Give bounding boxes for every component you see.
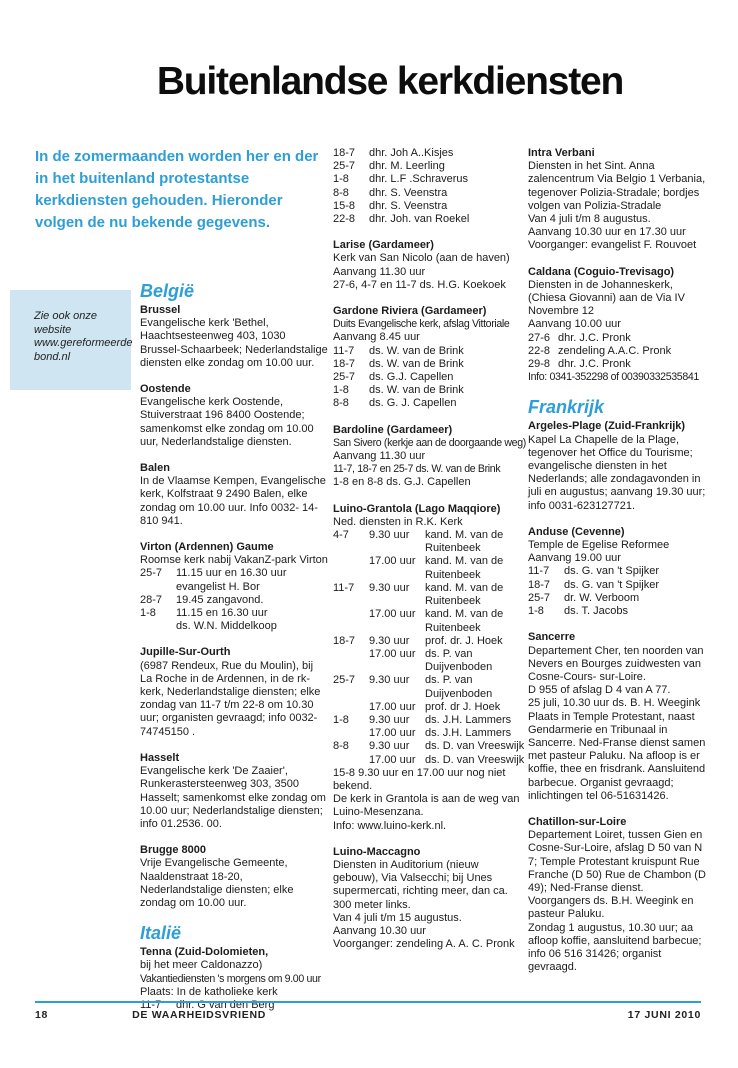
service-date: 1-8	[333, 173, 349, 186]
country-heading-frankrijk: Frankrijk	[528, 397, 605, 418]
column-1	[140, 281, 328, 1025]
schedule-row	[333, 555, 525, 581]
service-date: 8-8	[333, 186, 349, 199]
section-body: 25 juli, 10.30 uur ds. B. H. Weegink	[528, 697, 701, 710]
section-body: 1-8 en 8-8 ds. G.J. Capellen	[333, 476, 471, 489]
schedule-row	[528, 565, 712, 578]
service-time: 17.00 uur	[369, 647, 416, 660]
schedule-row	[333, 701, 525, 714]
service-date	[333, 608, 369, 634]
section-caldana	[528, 266, 712, 385]
service-detail: ds. G. van 't Spijker	[564, 565, 660, 578]
service-date: 15-8	[333, 199, 356, 212]
schedule-row	[333, 727, 525, 740]
schedule-row	[528, 579, 712, 592]
section-body: Van 4 juli t/m 15 augustus.	[333, 911, 462, 924]
service-date: 22-8	[528, 344, 551, 357]
section-note: Info: www.luino-kerk.nl.	[333, 819, 447, 832]
service-minister: ds. D. van Vreeswijk	[425, 753, 525, 766]
section-balen	[140, 462, 328, 528]
schedule-row	[333, 635, 525, 648]
website-note-line: Zie ook onze website	[34, 310, 97, 336]
service-detail: ds. G. van 't Spijker	[564, 578, 660, 591]
service-time: 9.30 uur	[369, 713, 410, 726]
service-minister: ds. J.H. Lammers	[425, 713, 512, 726]
service-time: 17.00 uur	[369, 700, 416, 713]
service-date: 1-8	[528, 605, 544, 618]
footer-publication-name: DE WAARHEIDSVRIEND	[132, 1009, 267, 1021]
schedule-row	[140, 581, 328, 594]
section-body: Aanvang 19.00 uur	[528, 552, 621, 565]
service-detail: ds. G.J. Capellen	[369, 371, 454, 384]
service-date	[333, 727, 369, 740]
section-body: Voorganger: evangelist F. Rouvoet	[528, 239, 697, 252]
section-body: Van 4 juli t/m 8 augustus.	[528, 213, 651, 226]
section-body: Departement Loiret, tussen Gien en Cosne-Sur-Loire, afslag D 50 van N 7; Temple Protestant kruispunt Rue Franche (D 50) Rue de Chambon (D 49); Ned-Franse dienst.	[528, 829, 706, 894]
section-body: Kerk van San Nicolo (aan de haven)	[333, 252, 510, 265]
schedule-row	[528, 605, 712, 618]
section-title: Bardoline (Gardameer)	[333, 423, 453, 436]
intro-text: In de zomermaanden worden her en der in het buitenland protestantse kerkdiensten gehouden. Hieronder volgen de nu bekende gegevens.	[35, 148, 319, 231]
section-title: Brussel	[140, 304, 181, 316]
section-title: Virton (Ardennen) Gaume	[140, 541, 274, 554]
section-anduse	[528, 526, 712, 618]
service-minister: prof. dr. J. Hoek	[425, 634, 503, 647]
section-hasselt	[140, 752, 328, 831]
section-title: Tenna (Zuid-Dolomieten,	[140, 946, 269, 959]
service-minister: ds. J.H. Lammers	[425, 727, 512, 740]
service-detail: dhr. Joh A..Kisjes	[369, 147, 454, 159]
website-note-line: bond.nl	[34, 350, 71, 363]
service-date: 25-7	[333, 160, 356, 173]
schedule-row	[333, 213, 525, 226]
section-body: Aanvang 8.45 uur	[333, 331, 420, 344]
section-body: Voorganger: zendeling A. A. C. Pronk	[333, 938, 515, 951]
service-detail: dhr. L.F .Schraverus	[369, 173, 469, 186]
service-detail: ds. T. Jacobs	[564, 605, 628, 618]
service-time: 17.00 uur	[369, 555, 416, 568]
schedule-row	[528, 592, 712, 605]
section-body: Zondag 1 augustus, 10.30 uur; aa afloop koffie, aansluitend barbecue; info 06 516 31426; organist gevraagd.	[528, 921, 702, 974]
section-brugge	[140, 844, 328, 910]
section-subtitle: bij het meer Caldonazzo)	[140, 959, 263, 972]
section-title: Jupille-Sur-Ourth	[140, 646, 231, 659]
service-minister: kand. M. van de Ruitenbeek	[425, 555, 504, 581]
service-detail: dhr. Joh. van Roekel	[369, 213, 470, 226]
schedule-row	[333, 648, 525, 674]
service-date: 8-8	[333, 397, 349, 410]
service-time: 9.30 uur	[369, 581, 410, 594]
schedule-row	[333, 714, 525, 727]
section-body: Evangelische kerk 'De Zaaier', Runkerastersteenweg 303, 3500 Hasselt; samenkomst elke zondag om 10.00 uur; Nederlandstalige diensten; info 01.2536. 00.	[140, 765, 326, 830]
section-title: Oostende	[140, 383, 191, 396]
service-date: 25-7	[333, 674, 356, 687]
service-date: 18-7	[528, 578, 551, 591]
section-body: Duits Evangelische kerk, afslag Vittoriale	[333, 318, 510, 331]
section-body: Kapel La Chapelle de la Plage, tegenover het Office du Tourisme; evangelische diensten in het Nederlands; alle zondagavonden in juli en augustus; aanvang 19.30 uur; info 0031-623127721.	[528, 433, 706, 512]
section-title: Anduse (Cevenne)	[528, 525, 625, 538]
schedule-row	[140, 567, 328, 580]
section-info: Info: 0341-352298 of 00390332535841	[528, 371, 699, 384]
schedule-row	[333, 608, 525, 634]
schedule-row	[333, 371, 525, 384]
schedule-row	[333, 674, 525, 700]
column-2	[333, 147, 525, 964]
section-gardone	[333, 305, 525, 411]
service-date: 11-7	[333, 344, 355, 357]
website-note-line: www.gereformeerde	[34, 337, 133, 349]
section-body: Diensten in het Sint. Anna zalencentrum Via Belgio 1 Verbania, tegenover Polizia-Stradale; bordjes volgen van Polizia-Stradale	[528, 160, 706, 212]
service-detail: ds. W. van de Brink	[369, 384, 464, 397]
service-time: 9.30 uur	[369, 634, 410, 647]
schedule-row	[333, 740, 525, 753]
schedule-row	[140, 594, 328, 607]
service-detail: ds. W.N. Middelkoop	[176, 620, 277, 633]
country-heading-belgie: België	[140, 281, 195, 301]
section-note: De kerk in Grantola is aan de weg van Luino-Mesenzana.	[333, 793, 520, 819]
service-date	[140, 581, 176, 594]
schedule-row	[333, 754, 525, 767]
section-body: 27-6, 4-7 en 11-7 ds. H.G. Koekoek	[333, 278, 506, 291]
service-detail: dhr. G van den Berg	[176, 998, 275, 1011]
service-date: 18-7	[333, 147, 356, 159]
service-detail: ds. W. van de Brink	[369, 344, 464, 357]
section-title: Caldana (Coguio-Trevisago)	[528, 265, 675, 278]
section-tenna-continued	[333, 147, 525, 226]
section-body: Roomse kerk nabij VakanZ-park Virton	[140, 554, 328, 567]
schedule-row	[333, 358, 525, 371]
service-date	[333, 754, 369, 767]
service-detail: dhr. S. Veenstra	[369, 199, 448, 212]
service-date: 25-7	[140, 567, 163, 580]
service-time: 17.00 uur	[369, 753, 416, 766]
service-date: 11-7	[140, 998, 162, 1011]
schedule-row	[333, 200, 525, 213]
service-date: 11-7	[333, 581, 355, 594]
section-body: Temple de Egelise Reformee	[528, 539, 670, 552]
section-chatillon	[528, 816, 712, 974]
schedule-row	[333, 384, 525, 397]
section-body: Aanvang 10.00 uur	[528, 318, 621, 331]
service-detail: ds. G. J. Capellen	[369, 397, 457, 410]
service-detail: zendeling A.A.C. Pronk	[558, 344, 672, 357]
section-body: (6987 Rendeux, Rue du Moulin), bij La Roche in de Ardennen, in de rk-kerk, Nederlandstalige diensten; elke zondag van 11-7 t/m 22-8 om 10.30 uur; organisten gevraagd; info 0032-74745150 .	[140, 659, 321, 738]
section-title: Luino-Grantola (Lago Maqqiore)	[333, 502, 501, 515]
section-body: Aanvang 11.30 uur	[333, 450, 426, 463]
section-body: Departement Cher, ten noorden van Nevers en Bourges zuidwesten van Cosne-Cours- sur-Loire.	[528, 644, 704, 683]
section-title: Brugge 8000	[140, 844, 207, 857]
service-date	[333, 701, 369, 714]
service-detail: 11.15 en 16.30 uur	[176, 607, 268, 620]
footer-page-number: 18	[35, 1009, 49, 1021]
section-body: 11-7, 18-7 en 25-7 ds. W. van de Brink	[333, 463, 501, 476]
section-virton	[140, 541, 328, 633]
section-argeles	[528, 420, 712, 512]
service-detail: ds. W. van de Brink	[369, 357, 464, 370]
service-date: 25-7	[528, 591, 551, 604]
page-title: Buitenlandse kerkdiensten	[156, 60, 624, 103]
service-date: 11-7	[528, 565, 550, 578]
service-time: 9.30 uur	[369, 529, 410, 542]
schedule-row	[140, 607, 328, 620]
service-date: 18-7	[333, 357, 356, 370]
schedule-row	[333, 397, 525, 410]
service-detail: dhr. J.C. Pronk	[558, 358, 631, 371]
schedule-row	[140, 620, 328, 633]
schedule-row	[333, 187, 525, 200]
service-detail: dhr. S. Veenstra	[369, 186, 448, 199]
schedule-row	[528, 332, 712, 345]
service-minister: ds. P. van Duijvenboden	[425, 647, 493, 674]
section-body: Evangelische kerk 'Bethel, Haachtsesteenweg 403, 1030 Brussel-Schaarbeek; Nederlandstalige diensten elke zondag om 10.00 uur.	[140, 317, 328, 369]
service-date: 1-8	[333, 384, 349, 397]
service-date: 1-8	[140, 607, 156, 620]
footer	[35, 1009, 701, 1021]
section-oostende	[140, 383, 328, 449]
schedule-row	[333, 147, 525, 160]
section-body: Plaats: In de katholieke kerk	[140, 985, 278, 998]
section-body: D 955 of afslag D 4 van A 77.	[528, 684, 671, 697]
section-body: Plaats in Temple Protestant, naast Gendarmerie en Tribunaal in Sancerre. Ned-Franse dienst samen met pasteur Paluku. Na afloop is er koffie, thee en frisdrank. Aansluitend barbecue. Organist gevraagd; inlichtingen tel 06-51631426.	[528, 710, 706, 802]
section-title: Balen	[140, 462, 170, 475]
schedule-row	[528, 345, 712, 358]
service-detail: dr. W. Verboom	[564, 591, 640, 604]
section-body: Evangelische kerk Oostende, Stuiverstraat 196 8400 Oostende; samenkomst elke zondag om 10.00 uur, Nederlandstalige diensten.	[140, 396, 314, 448]
service-detail: dhr. M. Leerling	[369, 160, 445, 173]
service-date: 28-7	[140, 593, 163, 606]
section-body: Voorgangers ds. B.H. Weegink en pasteur Paluku.	[528, 895, 694, 921]
service-minister: kand. M. van de Ruitenbeek	[425, 581, 504, 608]
section-body: Vakantiediensten 's morgens om 9.00 uur	[140, 972, 321, 985]
service-detail: dhr. J.C. Pronk	[558, 331, 631, 344]
schedule-row	[333, 345, 525, 358]
section-body: Aanvang 11.30 uur	[333, 265, 426, 278]
section-title: Hasselt	[140, 751, 180, 764]
schedule-row	[333, 160, 525, 173]
service-time: 9.30 uur	[369, 740, 410, 753]
service-minister: ds. D. van Vreeswijk	[425, 740, 525, 753]
section-title: Luino-Maccagno	[333, 845, 421, 858]
section-body: Aanvang 10.30 uur	[333, 924, 426, 937]
section-sancerre	[528, 631, 712, 803]
service-date	[140, 620, 176, 633]
service-date	[333, 555, 369, 581]
service-minister: prof. dr J. Hoek	[425, 700, 501, 713]
section-bardoline	[333, 424, 525, 490]
footer-date: 17 JUNI 2010	[627, 1009, 701, 1021]
section-maccagno	[333, 846, 525, 952]
service-detail: 19.45 zangavond.	[176, 593, 264, 606]
schedule-row	[333, 173, 525, 186]
service-minister: kand. M. van de Ruitenbeek	[425, 608, 504, 634]
service-date: 18-7	[333, 634, 356, 647]
section-intra-verbani	[528, 147, 712, 253]
service-date: 22-8	[333, 213, 356, 226]
service-minister: ds. P. van Duijvenboden	[425, 674, 493, 700]
service-minister: kand. M. van de Ruitenbeek	[425, 529, 504, 555]
section-jupille	[140, 646, 328, 738]
section-brussel	[140, 304, 328, 370]
section-body: Vrije Evangelische Gemeente, Naaldenstraat 18-20, Nederlandstalige diensten; elke zondag om 10.00 uur.	[140, 857, 294, 909]
service-date: 25-7	[333, 371, 356, 384]
service-date: 4-7	[333, 529, 349, 542]
schedule-row	[333, 582, 525, 608]
service-detail: evangelist H. Bor	[176, 580, 260, 593]
service-time: 9.30 uur	[369, 674, 410, 687]
section-body: San Sivero (kerkje aan de doorgaande weg)	[333, 436, 526, 449]
section-body: Diensten in de Johanneskerk, (Chiesa Giovanni) aan de Via IV Novembre 12	[528, 278, 685, 318]
footer-divider	[35, 1001, 701, 1003]
section-title: Gardone Riviera (Gardameer)	[333, 305, 487, 318]
section-body: Aanvang 10.30 uur en 17.30 uur	[528, 226, 686, 239]
section-title: Argeles-Plage (Zuid-Frankrijk)	[528, 420, 686, 433]
service-date: 27-6	[528, 331, 551, 344]
schedule-row	[333, 529, 525, 555]
section-grantola	[333, 503, 525, 833]
section-title: Larise (Gardameer)	[333, 239, 434, 252]
section-body: Diensten in Auditorium (nieuw gebouw), Via Valsecchi; bij Unes supermercati, richting meer, dan ca. 300 meter links.	[333, 858, 508, 911]
section-body: In de Vlaamse Kempen, Evangelische kerk, Kolfstraat 9 2490 Balen, elke zondag om 10.00 uur. Info 0032- 14-810 941.	[140, 475, 326, 527]
country-heading-italie: Italië	[140, 923, 182, 944]
section-title: Intra Verbani	[528, 147, 595, 159]
service-date: 8-8	[333, 740, 349, 753]
website-note	[10, 290, 131, 390]
service-date: 1-8	[333, 713, 349, 726]
service-time: 17.00 uur	[369, 727, 416, 740]
section-note: 15-8 9.30 uur en 17.00 uur nog niet bekend.	[333, 766, 506, 792]
section-body: Ned. diensten in R.K. Kerk	[333, 515, 463, 528]
section-title: Chatillon-sur-Loire	[528, 815, 627, 828]
column-3	[528, 147, 712, 987]
section-larise	[333, 239, 525, 292]
service-detail: 11.15 uur en 16.30 uur	[176, 567, 287, 580]
schedule-row	[528, 358, 712, 371]
service-date	[333, 648, 369, 674]
section-title: Sancerre	[528, 631, 576, 644]
service-date: 29-8	[528, 358, 551, 371]
service-time: 17.00 uur	[369, 608, 416, 621]
